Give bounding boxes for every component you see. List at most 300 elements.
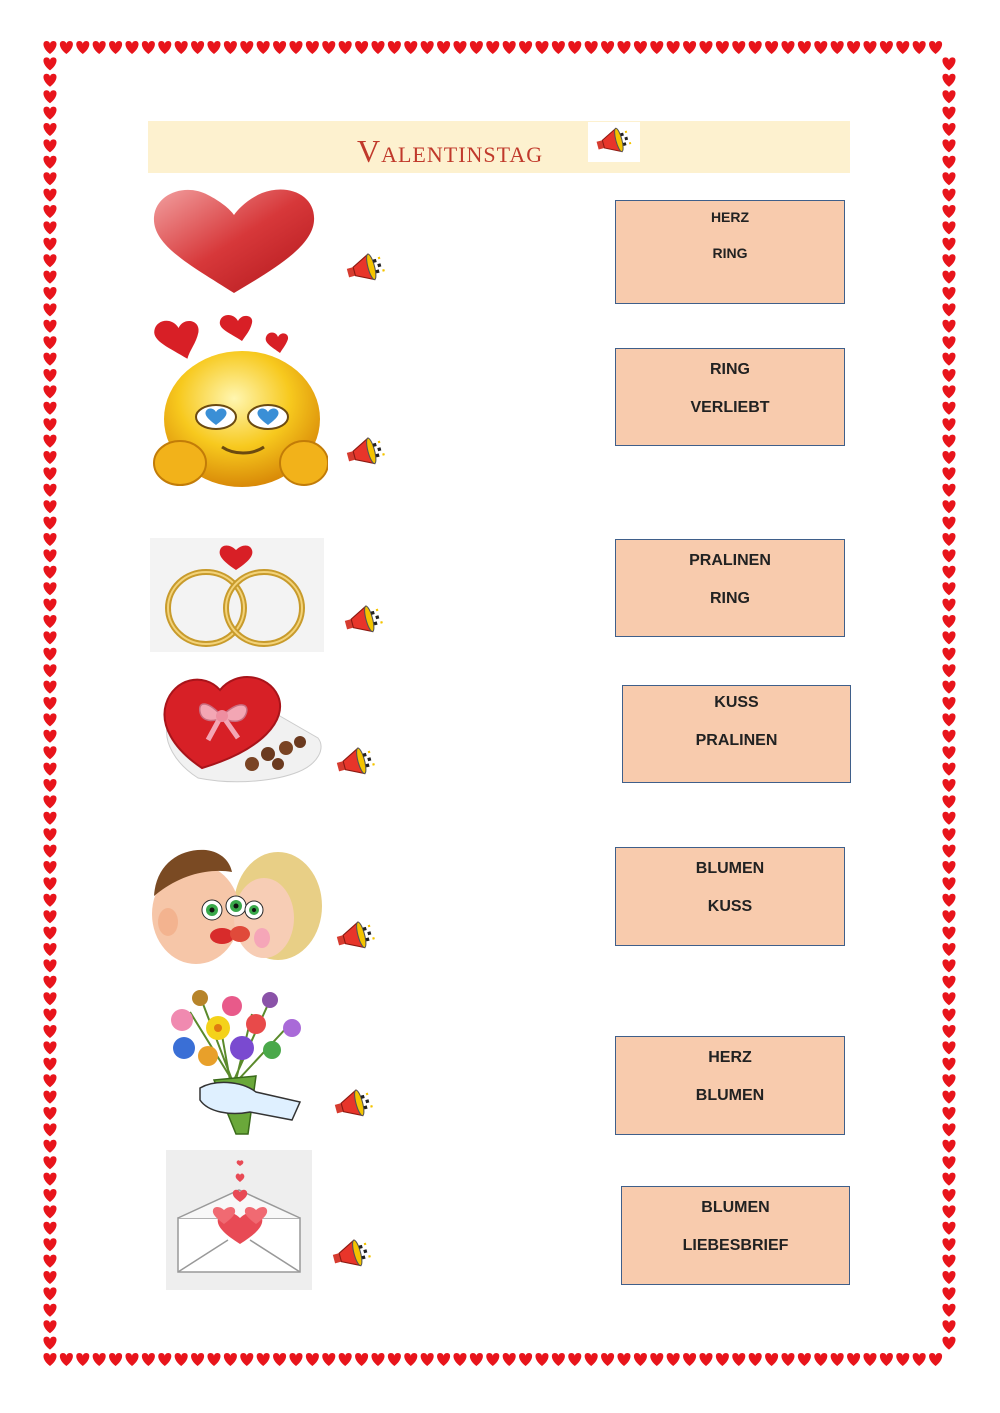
- border-heart: [942, 566, 955, 579]
- border-heart: [942, 353, 955, 366]
- border-heart: [371, 1353, 384, 1366]
- answer-option[interactable]: BLUMEN: [695, 1087, 765, 1104]
- border-heart: [942, 418, 955, 431]
- border-heart: [942, 746, 955, 759]
- border-heart: [175, 1353, 188, 1366]
- answer-option[interactable]: BLUMEN: [701, 1199, 770, 1216]
- border-heart: [273, 1353, 286, 1366]
- border-heart: [43, 57, 56, 70]
- border-heart: [519, 1353, 532, 1366]
- megaphone-icon[interactable]: [332, 1086, 378, 1122]
- border-heart: [93, 41, 106, 54]
- border-heart: [158, 1353, 171, 1366]
- border-heart: [942, 1205, 955, 1218]
- border-heart: [585, 1353, 598, 1366]
- border-heart: [942, 1238, 955, 1251]
- border-heart: [942, 1041, 955, 1054]
- border-heart: [601, 41, 614, 54]
- border-heart: [942, 221, 955, 234]
- border-heart: [942, 369, 955, 382]
- border-heart: [453, 41, 466, 54]
- border-heart: [831, 41, 844, 54]
- border-heart: [942, 287, 955, 300]
- border-heart: [765, 41, 778, 54]
- border-heart: [942, 320, 955, 333]
- answer-option[interactable]: KUSS: [714, 694, 759, 711]
- border-heart: [306, 1353, 319, 1366]
- megaphone-icon[interactable]: [344, 250, 390, 286]
- border-heart: [847, 1353, 860, 1366]
- border-heart: [240, 1353, 253, 1366]
- border-heart: [289, 41, 302, 54]
- border-heart: [43, 959, 56, 972]
- border-heart: [942, 271, 955, 284]
- border-heart: [699, 41, 712, 54]
- border-heart: [191, 41, 204, 54]
- border-heart: [43, 763, 56, 776]
- answer-options-box[interactable]: [615, 539, 845, 637]
- border-heart: [43, 927, 56, 940]
- border-heart: [43, 713, 56, 726]
- border-heart: [43, 894, 56, 907]
- answer-option[interactable]: RING: [710, 590, 750, 607]
- border-heart: [942, 238, 955, 251]
- border-heart: [421, 1353, 434, 1366]
- border-heart: [814, 1353, 827, 1366]
- border-heart: [43, 189, 56, 202]
- border-heart: [142, 41, 155, 54]
- answer-options-box[interactable]: [621, 1186, 850, 1285]
- border-heart: [43, 1337, 56, 1350]
- border-heart: [896, 41, 909, 54]
- border-heart: [798, 1353, 811, 1366]
- border-heart: [634, 41, 647, 54]
- border-heart: [43, 648, 56, 661]
- border-heart: [942, 123, 955, 136]
- border-heart: [942, 1222, 955, 1235]
- border-heart: [942, 1304, 955, 1317]
- answer-option[interactable]: VERLIEBT: [690, 399, 770, 416]
- border-heart: [421, 41, 434, 54]
- border-heart: [371, 41, 384, 54]
- border-heart: [942, 303, 955, 316]
- border-heart: [942, 1074, 955, 1087]
- border-heart: [125, 1353, 138, 1366]
- border-heart: [942, 976, 955, 989]
- border-heart: [650, 1353, 663, 1366]
- border-heart: [43, 681, 56, 694]
- border-heart: [109, 41, 122, 54]
- border-heart: [43, 205, 56, 218]
- border-heart: [43, 353, 56, 366]
- border-heart: [43, 1058, 56, 1071]
- border-heart: [43, 1304, 56, 1317]
- border-heart: [814, 41, 827, 54]
- flower-bouquet-image: [160, 984, 316, 1138]
- border-heart: [942, 713, 955, 726]
- answer-options-box[interactable]: [615, 1036, 845, 1135]
- border-heart: [942, 385, 955, 398]
- border-heart: [942, 730, 955, 743]
- border-heart: [568, 1353, 581, 1366]
- border-heart: [617, 1353, 630, 1366]
- border-heart: [683, 41, 696, 54]
- border-heart: [929, 41, 942, 54]
- border-heart: [585, 41, 598, 54]
- border-heart: [535, 41, 548, 54]
- border-heart: [942, 254, 955, 267]
- border-heart: [125, 41, 138, 54]
- border-heart: [913, 1353, 926, 1366]
- border-heart: [486, 41, 499, 54]
- border-heart: [43, 1287, 56, 1300]
- wedding-rings-image: [150, 538, 324, 652]
- border-heart: [43, 271, 56, 284]
- border-heart: [942, 1189, 955, 1202]
- border-heart: [942, 861, 955, 874]
- border-heart: [519, 41, 532, 54]
- border-heart: [601, 1353, 614, 1366]
- border-heart: [667, 1353, 680, 1366]
- border-heart: [942, 910, 955, 923]
- megaphone-icon[interactable]: [342, 602, 388, 638]
- border-heart: [43, 812, 56, 825]
- border-heart: [43, 566, 56, 579]
- border-heart: [43, 107, 56, 120]
- answer-option[interactable]: BLUMEN: [695, 860, 765, 877]
- border-heart: [929, 1353, 942, 1366]
- border-heart: [43, 369, 56, 382]
- border-heart: [896, 1353, 909, 1366]
- megaphone-icon[interactable]: [334, 918, 380, 954]
- border-heart: [404, 1353, 417, 1366]
- border-heart: [289, 1353, 302, 1366]
- border-heart: [942, 1287, 955, 1300]
- answer-option[interactable]: KUSS: [707, 898, 753, 915]
- border-heart: [43, 533, 56, 546]
- border-heart: [43, 1238, 56, 1251]
- border-heart: [942, 205, 955, 218]
- border-heart: [765, 1353, 778, 1366]
- border-heart: [43, 1025, 56, 1038]
- border-heart: [942, 877, 955, 890]
- answer-option[interactable]: RING: [710, 361, 750, 378]
- border-heart: [207, 1353, 220, 1366]
- kissing-couple-image: [150, 844, 322, 970]
- border-heart: [942, 467, 955, 480]
- border-heart: [942, 500, 955, 513]
- border-heart: [716, 41, 729, 54]
- border-heart: [942, 1123, 955, 1136]
- border-heart: [43, 746, 56, 759]
- border-heart: [43, 303, 56, 316]
- border-heart: [43, 877, 56, 890]
- border-heart: [942, 139, 955, 152]
- border-heart: [863, 41, 876, 54]
- border-heart: [43, 910, 56, 923]
- border-heart: [942, 1025, 955, 1038]
- border-heart: [798, 41, 811, 54]
- border-heart: [43, 90, 56, 103]
- border-heart: [43, 221, 56, 234]
- border-heart: [355, 41, 368, 54]
- border-heart: [942, 57, 955, 70]
- border-heart: [257, 1353, 270, 1366]
- border-heart: [650, 41, 663, 54]
- border-heart: [781, 41, 794, 54]
- answer-option[interactable]: PRALINEN: [695, 732, 778, 749]
- border-heart: [43, 1107, 56, 1120]
- border-heart: [942, 1271, 955, 1284]
- border-heart: [942, 1156, 955, 1169]
- border-heart: [43, 1091, 56, 1104]
- answer-option[interactable]: HERZ: [708, 1049, 752, 1066]
- border-heart: [322, 1353, 335, 1366]
- border-heart: [43, 1255, 56, 1268]
- border-heart: [732, 41, 745, 54]
- border-heart: [880, 1353, 893, 1366]
- border-heart: [306, 41, 319, 54]
- answer-options-box[interactable]: [615, 200, 845, 304]
- border-heart: [942, 1173, 955, 1186]
- border-heart: [683, 1353, 696, 1366]
- border-heart: [942, 484, 955, 497]
- border-heart: [273, 41, 286, 54]
- border-heart: [43, 385, 56, 398]
- border-heart: [942, 648, 955, 661]
- border-heart: [43, 139, 56, 152]
- border-heart: [942, 959, 955, 972]
- border-heart: [43, 74, 56, 87]
- border-heart: [43, 1320, 56, 1333]
- border-heart: [43, 418, 56, 431]
- border-heart: [942, 172, 955, 185]
- border-heart: [942, 402, 955, 415]
- border-heart: [942, 894, 955, 907]
- border-heart: [942, 615, 955, 628]
- border-heart: [339, 41, 352, 54]
- megaphone-icon[interactable]: [344, 434, 390, 470]
- border-heart: [191, 1353, 204, 1366]
- border-heart: [43, 828, 56, 841]
- border-heart: [43, 1205, 56, 1218]
- megaphone-icon[interactable]: [594, 126, 636, 156]
- border-heart: [43, 402, 56, 415]
- border-heart: [847, 41, 860, 54]
- border-heart: [942, 779, 955, 792]
- border-heart: [617, 41, 630, 54]
- border-heart: [43, 451, 56, 464]
- border-heart: [43, 1140, 56, 1153]
- border-heart: [43, 1189, 56, 1202]
- answer-options-box[interactable]: [615, 847, 845, 946]
- border-heart: [43, 943, 56, 956]
- border-heart: [942, 812, 955, 825]
- border-heart: [781, 1353, 794, 1366]
- border-heart: [43, 336, 56, 349]
- border-heart: [43, 976, 56, 989]
- border-heart: [667, 41, 680, 54]
- border-heart: [404, 41, 417, 54]
- border-heart: [486, 1353, 499, 1366]
- border-heart: [732, 1353, 745, 1366]
- border-heart: [224, 1353, 237, 1366]
- border-heart: [942, 533, 955, 546]
- border-heart: [942, 582, 955, 595]
- border-heart: [942, 451, 955, 464]
- answer-option[interactable]: HERZ: [710, 209, 750, 225]
- border-heart: [43, 238, 56, 251]
- border-heart: [240, 41, 253, 54]
- megaphone-icon[interactable]: [330, 1236, 376, 1272]
- border-heart: [43, 1074, 56, 1087]
- border-heart: [942, 828, 955, 841]
- border-heart: [93, 1353, 106, 1366]
- border-heart: [942, 1320, 955, 1333]
- border-heart: [207, 41, 220, 54]
- border-heart: [43, 320, 56, 333]
- border-heart: [158, 41, 171, 54]
- border-heart: [257, 41, 270, 54]
- border-heart: [453, 1353, 466, 1366]
- chocolate-box-image: [158, 668, 324, 788]
- border-heart: [43, 156, 56, 169]
- border-heart: [437, 41, 450, 54]
- border-heart: [749, 1353, 762, 1366]
- border-heart: [43, 582, 56, 595]
- border-heart: [942, 435, 955, 448]
- border-heart: [43, 861, 56, 874]
- border-heart: [942, 1009, 955, 1022]
- border-heart: [76, 1353, 89, 1366]
- answer-options-box[interactable]: [622, 685, 851, 783]
- border-heart: [43, 795, 56, 808]
- border-heart: [43, 779, 56, 792]
- border-heart: [43, 549, 56, 562]
- border-heart: [942, 664, 955, 677]
- border-heart: [43, 254, 56, 267]
- border-heart: [388, 1353, 401, 1366]
- answer-options-box[interactable]: [615, 348, 845, 446]
- border-heart: [43, 41, 56, 54]
- border-heart: [43, 1123, 56, 1136]
- border-heart: [175, 41, 188, 54]
- border-heart: [942, 599, 955, 612]
- border-heart: [43, 1041, 56, 1054]
- border-heart: [43, 615, 56, 628]
- border-heart: [913, 41, 926, 54]
- border-heart: [942, 1255, 955, 1268]
- border-heart: [470, 1353, 483, 1366]
- border-heart: [568, 41, 581, 54]
- border-heart: [60, 41, 73, 54]
- border-heart: [43, 1173, 56, 1186]
- border-heart: [749, 41, 762, 54]
- border-heart: [142, 1353, 155, 1366]
- in-love-emoji-image: [150, 313, 328, 493]
- border-heart: [863, 1353, 876, 1366]
- border-heart: [355, 1353, 368, 1366]
- border-heart: [43, 435, 56, 448]
- border-heart: [43, 287, 56, 300]
- border-heart: [339, 1353, 352, 1366]
- border-heart: [831, 1353, 844, 1366]
- border-heart: [43, 599, 56, 612]
- page-title: Valentinstag: [357, 133, 544, 169]
- megaphone-icon[interactable]: [334, 744, 380, 780]
- love-letter-image: [166, 1150, 312, 1290]
- answer-option[interactable]: LIEBESBRIEF: [682, 1237, 789, 1254]
- border-heart: [942, 845, 955, 858]
- border-heart: [942, 156, 955, 169]
- border-heart: [43, 123, 56, 136]
- border-heart: [470, 41, 483, 54]
- border-heart: [942, 517, 955, 530]
- border-heart: [942, 943, 955, 956]
- border-heart: [942, 336, 955, 349]
- border-heart: [43, 172, 56, 185]
- border-heart: [43, 664, 56, 677]
- border-heart: [942, 1091, 955, 1104]
- border-heart: [942, 189, 955, 202]
- border-heart: [942, 681, 955, 694]
- border-heart: [942, 795, 955, 808]
- border-heart: [43, 517, 56, 530]
- border-heart: [43, 730, 56, 743]
- border-heart: [552, 1353, 565, 1366]
- border-heart: [437, 1353, 450, 1366]
- border-heart: [942, 1337, 955, 1350]
- border-heart: [942, 927, 955, 940]
- border-heart: [43, 1009, 56, 1022]
- answer-option[interactable]: PRALINEN: [689, 552, 771, 569]
- border-heart: [43, 631, 56, 644]
- border-heart: [43, 992, 56, 1005]
- border-heart: [109, 1353, 122, 1366]
- border-heart: [503, 1353, 516, 1366]
- border-heart: [43, 697, 56, 710]
- border-heart: [224, 41, 237, 54]
- border-heart: [942, 90, 955, 103]
- border-heart: [942, 1140, 955, 1153]
- border-heart: [942, 763, 955, 776]
- border-heart: [942, 1058, 955, 1071]
- border-heart: [716, 1353, 729, 1366]
- border-heart: [43, 1271, 56, 1284]
- border-heart: [43, 467, 56, 480]
- border-heart: [43, 845, 56, 858]
- border-heart: [942, 697, 955, 710]
- border-heart: [880, 41, 893, 54]
- border-heart: [535, 1353, 548, 1366]
- border-heart: [43, 1222, 56, 1235]
- border-heart: [322, 41, 335, 54]
- border-heart: [942, 992, 955, 1005]
- border-heart: [43, 1156, 56, 1169]
- border-heart: [43, 500, 56, 513]
- border-heart: [76, 41, 89, 54]
- answer-option[interactable]: RING: [712, 245, 748, 261]
- border-heart: [43, 1353, 56, 1366]
- border-heart: [43, 484, 56, 497]
- border-heart: [60, 1353, 73, 1366]
- heart-image: [150, 185, 318, 297]
- border-heart: [942, 1107, 955, 1120]
- border-heart: [552, 41, 565, 54]
- border-heart: [388, 41, 401, 54]
- border-heart: [942, 74, 955, 87]
- border-heart: [634, 1353, 647, 1366]
